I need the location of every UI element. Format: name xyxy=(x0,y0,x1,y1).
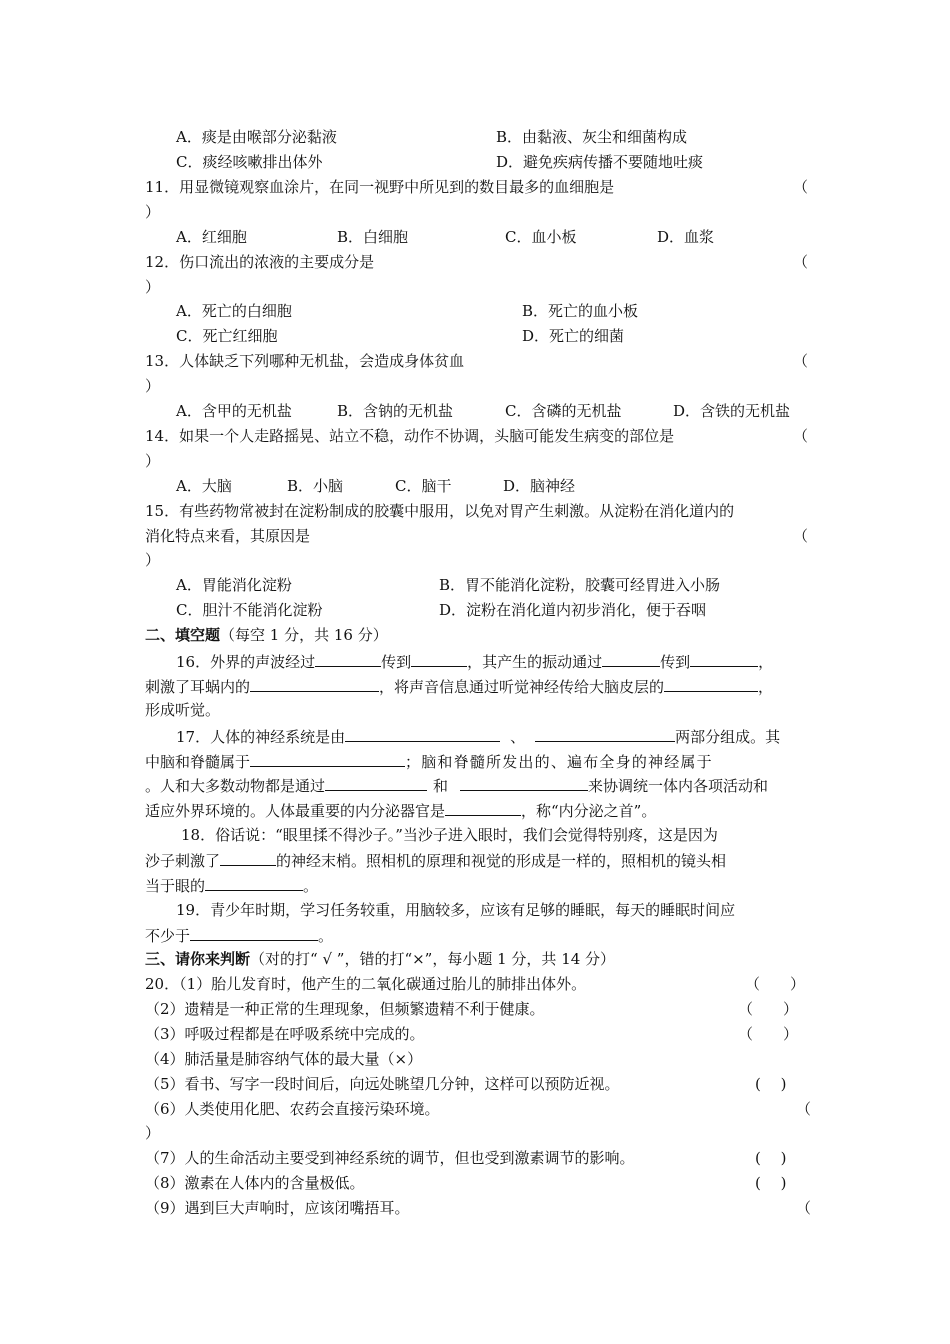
q19-blank-1[interactable] xyxy=(190,925,318,941)
q12-option-a: A．死亡的白细胞 xyxy=(176,302,292,320)
q17-line2: 中脑和脊髓属于 ；脑和脊髓所发出的、遍布全身的神经属于 xyxy=(145,753,713,771)
q20-item-4: （4）肺活量是肺容纳气体的最大量（×） xyxy=(145,1050,423,1068)
q18-line1: 18．俗话说：“眼里揉不得沙子。”当沙子进入眼时，我们会觉得特别疼，这是因为 xyxy=(181,826,718,844)
q11-answer-close: ） xyxy=(145,203,161,221)
q15-answer-open: （ xyxy=(793,527,809,545)
q20-item-2: （2）遗精是一种正常的生理现象，但频繁遗精不利于健康。 xyxy=(145,1000,545,1018)
q11-option-c: C．血小板 xyxy=(505,228,577,246)
q15-answer-close: ） xyxy=(145,551,161,569)
q20-item-9: （9）遇到巨大声响时，应该闭嘴捂耳。 xyxy=(145,1199,410,1217)
q15-stem-line2: 消化特点来看，其原因是 xyxy=(145,527,311,545)
q20-item-8-answer[interactable]: ( ) xyxy=(755,1174,787,1192)
q19-line2: 不少于 。 xyxy=(145,927,334,945)
q14-stem: 14．如果一个人走路摇晃、站立不稳，动作不协调，头脑可能发生病变的部位是 xyxy=(145,427,675,445)
q11-option-a: A．红细胞 xyxy=(176,228,247,246)
q19-line1: 19．青少年时期，学习任务较重，用脑较多，应该有足够的睡眠，每天的睡眠时间应 xyxy=(176,901,736,919)
q17-blank-4[interactable] xyxy=(325,775,427,791)
q20-item-8: （8）激素在人体内的含量极低。 xyxy=(145,1174,365,1192)
q16-blank-3[interactable] xyxy=(602,651,660,667)
q20-item-1-answer[interactable]: （ ） xyxy=(745,975,806,993)
q16-blank-4[interactable] xyxy=(690,651,758,667)
q20-item-5: （5）看书、写字一段时间后，向远处眺望几分钟，这样可以预防近视。 xyxy=(145,1075,620,1093)
q16-line1: 16．外界的声波经过 传到 ，其产生的振动通过 传到 ， xyxy=(176,653,774,671)
q11-stem: 11．用显微镜观察血涂片，在同一视野中所见到的数目最多的血细胞是 xyxy=(145,178,615,196)
q20-item-1: 20．（1）胎儿发育时，他产生的二氧化碳通过胎儿的肺排出体外。 xyxy=(145,975,587,993)
q16-line3: 形成听觉。 xyxy=(145,701,221,719)
q12-answer-close: ） xyxy=(145,278,161,296)
q11-option-b: B．白细胞 xyxy=(337,228,409,246)
q20-item-9-answer-open[interactable]: （ xyxy=(796,1199,812,1217)
q17-blank-5[interactable] xyxy=(460,775,588,791)
q18-blank-1[interactable] xyxy=(220,850,276,866)
section3-title: 三、请你来判断 xyxy=(145,950,251,968)
q17-line4: 适应外界环境的。人体最重要的内分泌器官是 ，称“内分泌之首”。 xyxy=(145,802,657,820)
q12-stem: 12．伤口流出的浓液的主要成分是 xyxy=(145,253,375,271)
q16-blank-5[interactable] xyxy=(250,676,379,692)
q13-answer-close: ） xyxy=(145,377,161,395)
q14-option-b: B．小脑 xyxy=(287,477,344,495)
section3-heading xyxy=(145,949,615,969)
q16-blank-1[interactable] xyxy=(315,651,381,667)
q16-blank-6[interactable] xyxy=(664,676,758,692)
q10-option-b: B．由黏液、灰尘和细菌构成 xyxy=(496,128,688,146)
q17-blank-6[interactable] xyxy=(445,800,521,816)
q20-item-5-answer[interactable]: ( ) xyxy=(755,1075,787,1093)
q10-option-a: A．痰是由喉部分泌黏液 xyxy=(176,128,337,146)
q15-stem-line1: 15．有些药物常被封在淀粉制成的胶囊中服用，以免对胃产生刺激。从淀粉在消化道内的 xyxy=(145,502,735,520)
q20-item-7: （7）人的生命活动主要受到神经系统的调节，但也受到激素调节的影响。 xyxy=(145,1149,635,1167)
q15-option-a: A．胃能消化淀粉 xyxy=(176,576,292,594)
q17-blank-1[interactable] xyxy=(345,726,500,742)
q12-option-b: B．死亡的血小板 xyxy=(522,302,639,320)
q20-item-2-answer[interactable]: （ ） xyxy=(738,1000,799,1018)
q16-blank-2[interactable] xyxy=(411,651,467,667)
q16-line2: 刺激了耳蜗内的 ，将声音信息通过听觉神经传给大脑皮层的 ， xyxy=(145,678,774,696)
q14-option-d: D．脑神经 xyxy=(503,477,576,495)
q11-option-d: D．血浆 xyxy=(657,228,715,246)
q13-answer-open: （ xyxy=(793,352,809,370)
section2-title: 二、填空题 xyxy=(145,626,221,644)
q11-answer-open: （ xyxy=(793,178,809,196)
q18-line3: 当于眼的 。 xyxy=(145,877,319,895)
q20-item-3-answer[interactable]: （ ） xyxy=(738,1025,799,1043)
q14-option-c: C．脑干 xyxy=(395,477,452,495)
q20-item-3: （3）呼吸过程都是在呼吸系统中完成的。 xyxy=(145,1025,425,1043)
q14-answer-open: （ xyxy=(793,427,809,445)
q17-blank-3[interactable] xyxy=(250,751,405,767)
q12-option-d: D．死亡的细菌 xyxy=(522,327,625,345)
section2-note: （每空 1 分，共 16 分） xyxy=(220,626,388,644)
q20-item-7-answer[interactable]: ( ) xyxy=(755,1149,787,1167)
q14-answer-close: ） xyxy=(145,452,161,470)
q17-blank-2[interactable] xyxy=(535,726,675,742)
q10-option-d: D．避免疾病传播不要随地吐痰 xyxy=(496,153,704,171)
q13-option-a: A．含甲的无机盐 xyxy=(176,402,292,420)
section3-note: （对的打“ √ ”，错的打“×”，每小题 1 分，共 14 分） xyxy=(250,950,616,968)
q13-option-d: D．含铁的无机盐 xyxy=(673,402,791,420)
q12-option-c: C．死亡红细胞 xyxy=(176,327,278,345)
q18-line2: 沙子刺激了 的神经末梢。照相机的原理和视觉的形成是一样的，照相机的镜头相 xyxy=(145,852,727,870)
q15-option-c: C．胆汁不能消化淀粉 xyxy=(176,601,323,619)
q14-option-a: A．大脑 xyxy=(176,477,232,495)
q12-answer-open: （ xyxy=(793,253,809,271)
q20-item-6-answer-close: ） xyxy=(145,1124,161,1142)
q17-line3: 。人和大多数动物都是通过 和 来协调统一体内各项活动和 xyxy=(145,777,769,795)
section2-heading xyxy=(145,625,388,645)
q15-option-b: B．胃不能消化淀粉，胶囊可经胃进入小肠 xyxy=(439,576,721,594)
q20-item-6-answer-open[interactable]: （ xyxy=(796,1100,812,1118)
q13-option-c: C．含磷的无机盐 xyxy=(505,402,622,420)
q13-stem: 13．人体缺乏下列哪种无机盐，会造成身体贫血 xyxy=(145,352,465,370)
q10-option-c: C．痰经咳嗽排出体外 xyxy=(176,153,323,171)
q17-line1: 17．人体的神经系统是由 、 两部分组成。其 xyxy=(176,728,781,746)
q15-option-d: D．淀粉在消化道内初步消化，便于吞咽 xyxy=(439,601,707,619)
q18-blank-2[interactable] xyxy=(205,875,303,891)
q13-option-b: B．含钠的无机盐 xyxy=(337,402,454,420)
q20-item-6: （6）人类使用化肥、农药会直接污染环境。 xyxy=(145,1100,440,1118)
